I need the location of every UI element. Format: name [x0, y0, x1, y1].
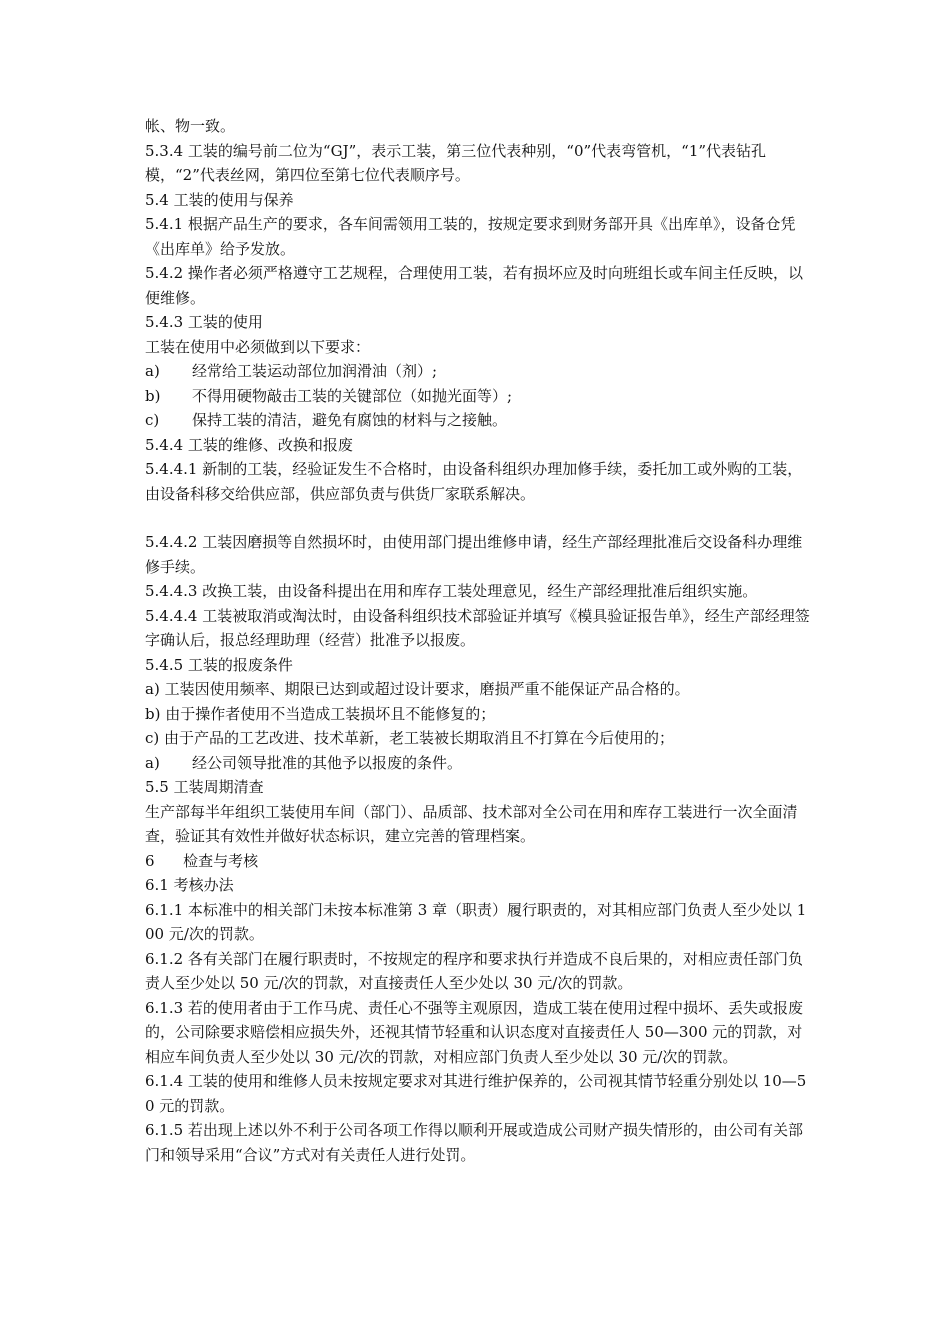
document-body	[145, 114, 813, 1167]
clause-5-5-body: 生产部每半年组织工装使用车间（部门）、品质部、技术部对全公司在用和库存工装进行一次全面清查，验证其有效性并做好状态标识，建立完善的管理档案。	[145, 802, 798, 845]
clause-6-1-3: 6.1.3 若的使用者由于工作马虎、责任心不强等主观原因，造成工装在使用过程中损坏、丢失或报废的，公司除要求赔偿相应损失外，还视其情节轻重和认识态度对直接责任人 50—300 元的罚款，对相应车间负责人至少处以 30 元/次的罚款，对相应部门负责人至少处以 30 元/次的罚款。	[145, 998, 803, 1066]
list-text: 经公司领导批准的其他予以报废的条件。	[192, 753, 463, 772]
list-marker: c)	[145, 411, 160, 429]
scrap-condition-c: c) 由于产品的工艺改进、技术革新，老工装被长期取消且不打算在今后使用的；	[145, 729, 675, 747]
list-text: 经常给工装运动部位加润滑油（剂）;	[192, 362, 438, 380]
clause-5-4-1: 5.4.1 根据产品生产的要求，各车间需领用工装的，按规定要求到财务部开具《出库单》，设备仓凭《出库单》给予发放。	[145, 215, 796, 258]
clause-5-3-4: 5.3.4 工装的编号前二位为“GJ”，表示工装，第三位代表种别，“0”代表弯管机，“1”代表钻孔模，“2”代表丝网，第四位至第七位代表顺序号。	[145, 141, 767, 184]
list-marker: b)	[145, 386, 161, 405]
section-5-4-heading: 5.4 工装的使用与保养	[145, 190, 294, 209]
list-marker: a)	[145, 362, 160, 380]
scrap-condition-b: b) 由于操作者使用不当造成工装损坏且不能修复的；	[145, 704, 496, 723]
list-item	[145, 384, 813, 409]
clause-5-4-4-3: 5.4.4.3 改换工装，由设备科提出在用和库存工装处理意见，经生产部经理批准后组织实施。	[145, 582, 758, 600]
list-text: 保持工装的清洁，避免有腐蚀的材料与之接触。	[192, 411, 508, 429]
list-text: 不得用硬物敲击工装的关键部位（如抛光面等）;	[192, 386, 513, 405]
section-5-5-heading: 5.5 工装周期清查	[145, 778, 264, 796]
clause-5-4-3-intro: 工装在使用中必须做到以下要求：	[145, 337, 371, 356]
clause-5-4-4-4: 5.4.4.4 工装被取消或淘汰时，由设备科组织技术部验证并填写《模具验证报告单》，经生产部经理签字确认后，报总经理助理（经营）批准予以报废。	[145, 606, 810, 649]
clause-5-4-2: 5.4.2 操作者必须严格遵守工艺规程，合理使用工装，若有损坏应及时向班组长或车间主任反映，以便维修。	[145, 264, 803, 307]
text-line: 帐、物一致。	[145, 117, 236, 135]
clause-6-1-4: 6.1.4 工装的使用和维修人员未按规定要求对其进行维护保养的，公司视其情节轻重分别处以 10—50 元的罚款。	[145, 1072, 807, 1115]
scrap-condition-a: a) 工装因使用频率、期限已达到或超过设计要求，磨损严重不能保证产品合格的。	[145, 680, 690, 698]
clause-5-4-4-1: 5.4.4.1 新制的工装，经验证发生不合格时，由设备科组织办理加修手续，委托加工或外购的工装，由设备科移交给供应部，供应部负责与供货厂家联系解决。	[145, 460, 803, 503]
clause-5-4-5-heading: 5.4.5 工装的报废条件	[145, 655, 293, 674]
clause-6-1-2: 6.1.2 各有关部门在履行职责时，不按规定的程序和要求执行并造成不良后果的，对相应责任部门负责人至少处以 50 元/次的罚款，对直接责任人至少处以 30 元/次的罚款。	[145, 949, 803, 992]
clause-6-1-5: 6.1.5 若出现上述以外不利于公司各项工作得以顺利开展或造成公司财产损失情形的，由公司有关部门和领导采用“合议”方式对有关责任人进行处罚。	[145, 1121, 803, 1164]
blank-line	[145, 506, 813, 530]
list-marker: a)	[145, 753, 160, 772]
clause-6-1-1: 6.1.1 本标准中的相关部门未按本标准第 3 章（职责）履行职责的，对其相应部门负责人至少处以 100 元/次的罚款。	[145, 900, 807, 943]
list-item	[145, 359, 813, 384]
list-item	[145, 751, 813, 776]
clause-5-4-4-2: 5.4.4.2 工装因磨损等自然损坏时，由使用部门提出维修申请，经生产部经理批准后交设备科办理维修手续。	[145, 533, 803, 576]
list-item	[145, 408, 813, 433]
clause-5-4-3-heading: 5.4.3 工装的使用	[145, 313, 263, 331]
section-6-1-heading: 6.1 考核办法	[145, 876, 234, 894]
clause-5-4-4-heading: 5.4.4 工装的维修、改换和报废	[145, 435, 353, 454]
section-6-heading: 6 检查与考核	[145, 851, 259, 870]
